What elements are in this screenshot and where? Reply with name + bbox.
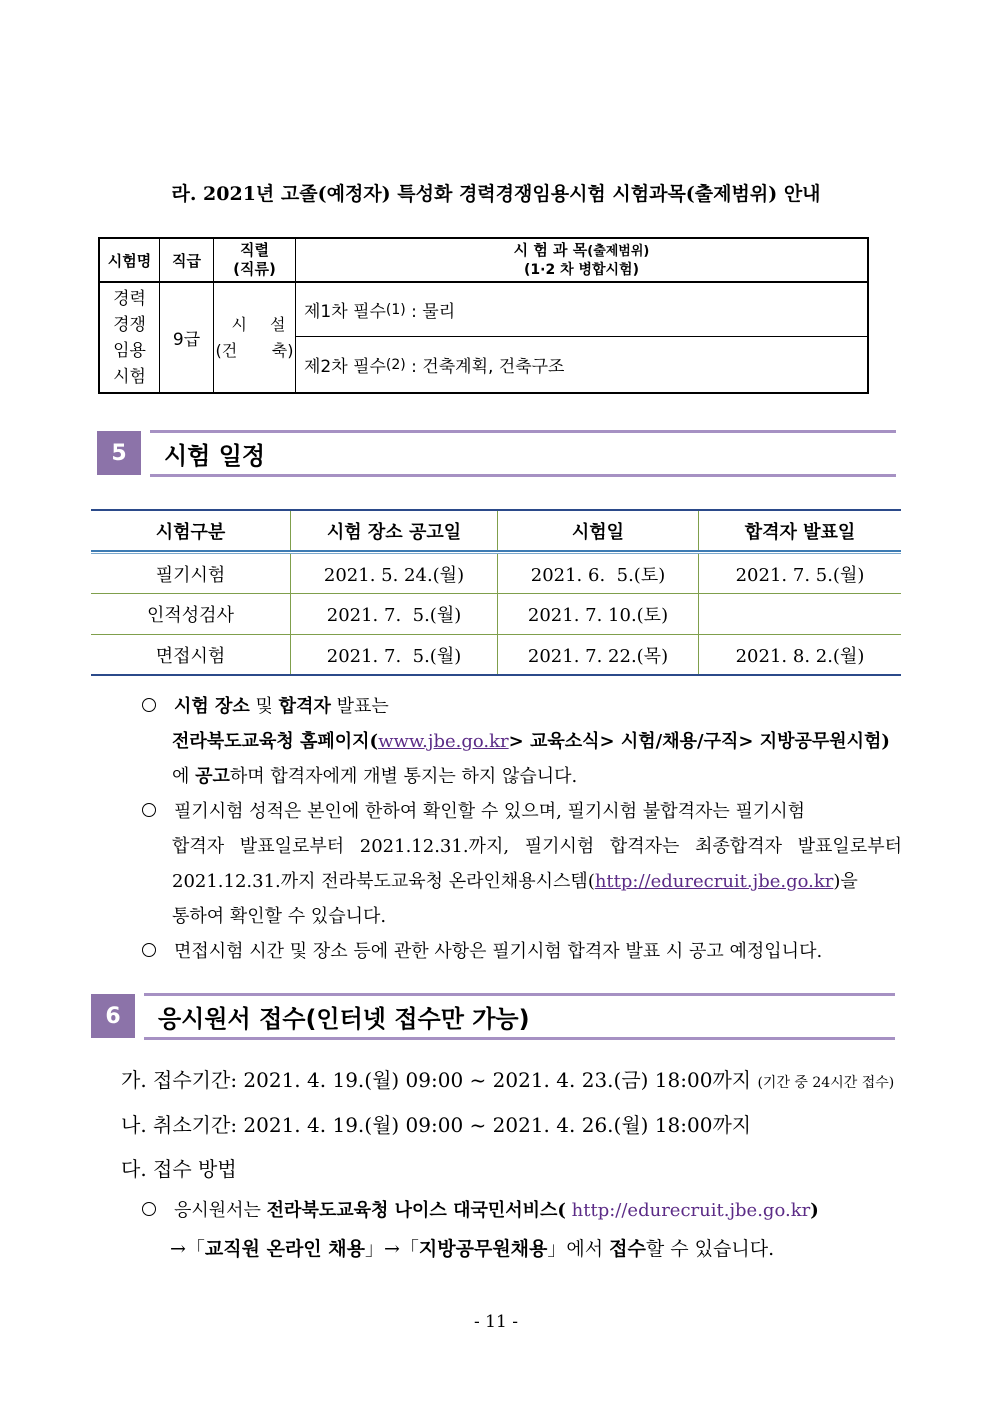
- subject-num: (1): [385, 301, 406, 318]
- note-2-line-2: 합격자 발표일로부터 2021.12.31.까지, 필기시험 합격자는 최종합격자 발표일로부터: [172, 836, 902, 857]
- table-cell: 2021. 7. 10.(토): [497, 594, 698, 634]
- note-text: 필기시험 성적은 본인에 한하여 확인할 수 있으며, 필기시험 불합격자는 필기시험: [174, 801, 806, 822]
- exam-name-line: 경력: [113, 288, 146, 309]
- subject-label: 제2차 필수: [304, 357, 386, 377]
- series-char: 설: [270, 314, 286, 334]
- header-subjects-main: 시 험 과 목: [513, 241, 588, 259]
- subject-text: : 건축계획, 건축구조: [405, 357, 565, 377]
- table-cell: 2021. 7. 5.(월): [290, 635, 497, 675]
- note-text: 」→「: [364, 1238, 419, 1260]
- note-2-line-3: [172, 867, 858, 893]
- note-bold: ): [810, 1200, 819, 1221]
- series-char: 축): [271, 340, 294, 360]
- schedule-header-row: [91, 511, 901, 550]
- note-2-line-1: [142, 797, 805, 823]
- subject-label: 제1차 필수: [304, 302, 386, 322]
- table-cell: 2021. 5. 24.(월): [290, 554, 497, 594]
- header-grade: 직급: [172, 251, 201, 270]
- apply-method-line-1: [142, 1196, 819, 1222]
- sub-heading: 라. 2021년 고졸(예정자) 특성화 경력경쟁임용시험 시험과목(출제범위) 안내: [171, 183, 821, 205]
- note-text: 발표는: [330, 696, 389, 717]
- header-subjects-line1: [514, 241, 650, 261]
- schedule-header: 시험구분: [155, 521, 226, 543]
- note-text: 할 수 있습니다.: [645, 1238, 775, 1260]
- page-number: - 11 -: [474, 1312, 518, 1332]
- table-cell: 2021. 8. 2.(월): [698, 635, 901, 675]
- table-row: [91, 594, 901, 634]
- note-text: > 교육소식> 시험/채용/구직> 지방공무원시험): [508, 731, 890, 752]
- schedule-header: 시험일: [497, 511, 698, 550]
- exam-name-line: 경쟁: [113, 314, 146, 335]
- section-6-number: 6: [91, 994, 135, 1038]
- table-cell: 2021. 7. 5.(월): [698, 554, 901, 594]
- note-2-line-4: 통하여 확인할 수 있습니다.: [172, 906, 387, 927]
- edurecruit-link[interactable]: http://edurecruit.jbe.go.kr: [594, 871, 834, 892]
- series-line1: [224, 312, 286, 338]
- note-text: 면접시험 시간 및 장소 등에 관한 사항은 필기시험 합격자 발표 시 공고 예정입니다.: [174, 941, 823, 962]
- note-bold: 합격자: [278, 696, 331, 717]
- grade-cell: 9급: [172, 330, 201, 350]
- circle-bullet-icon: [142, 1202, 156, 1216]
- table-cell: 인적성검사: [147, 605, 234, 626]
- exam-name-line: 임용: [113, 340, 146, 361]
- section-5-title: 시험 일정: [150, 430, 896, 477]
- subject-text: : 물리: [405, 302, 456, 322]
- note-text: 전라북도교육청 홈페이지(: [172, 731, 379, 752]
- table-cell: 2021. 7. 5.(월): [290, 594, 497, 634]
- note-text: 」에서: [547, 1238, 610, 1260]
- note-3: [142, 937, 822, 963]
- header-series-line2: (직류): [233, 260, 276, 278]
- table-cell: 2021. 7. 22.(목): [497, 635, 698, 675]
- note-1-line-1: [142, 692, 389, 718]
- apply-period-text: 가. 접수기간: 2021. 4. 19.(월) 09:00 ~ 2021. 4. 23.(금) 18:00까지: [121, 1068, 752, 1092]
- schedule-header: 시험 장소 공고일: [290, 511, 497, 550]
- header-subjects-paren: (출제범위): [587, 244, 650, 259]
- circle-bullet-icon: [142, 698, 156, 712]
- note-text: 에: [172, 766, 196, 787]
- note-bold: 공고: [195, 766, 230, 787]
- note-1-line-2: [172, 727, 890, 753]
- note-bold: 교직원 온라인 채용: [204, 1238, 365, 1260]
- note-1-line-3: [172, 762, 577, 788]
- exam-name-line: 시험: [113, 366, 146, 387]
- note-text: 하며 합격자에게 개별 통지는 하지 않습니다.: [229, 766, 578, 787]
- note-bold: 지방공무원채용: [418, 1238, 548, 1260]
- section-5-number: 5: [97, 431, 141, 475]
- note-bold: 전라북도교육청 나이스 대국민서비스(: [266, 1200, 566, 1221]
- apply-method-line-2: [170, 1234, 774, 1261]
- schedule-header: 합격자 발표일: [698, 511, 901, 550]
- table-cell: 필기시험: [155, 565, 226, 586]
- cancel-period: 나. 취소기간: 2021. 4. 19.(월) 09:00 ~ 2021. 4. 26.(월) 18:00까지: [121, 1113, 752, 1137]
- table-row: [91, 635, 901, 675]
- apply-period: [121, 1064, 894, 1093]
- header-subjects: [296, 239, 867, 281]
- schedule-table: [91, 509, 901, 675]
- header-series: [214, 239, 295, 281]
- note-text: )을: [833, 871, 858, 892]
- note-bold: 접수: [609, 1238, 646, 1260]
- subjects-table: [98, 237, 869, 394]
- header-exam-name: 시험명: [107, 251, 152, 270]
- table-cell: 2021. 6. 5.(토): [497, 554, 698, 594]
- circle-bullet-icon: [142, 803, 156, 817]
- subject-row-2: [296, 337, 867, 392]
- note-text: →「: [170, 1238, 205, 1260]
- series-char: 시: [231, 314, 247, 334]
- header-subjects-line2: (1·2 차 병합시험): [524, 262, 639, 278]
- circle-bullet-icon: [142, 943, 156, 957]
- apply-method-heading: 다. 접수 방법: [121, 1157, 237, 1181]
- table-cell: 면접시험: [155, 646, 226, 667]
- neis-link[interactable]: http://edurecruit.jbe.go.kr: [565, 1200, 811, 1221]
- series-char: (건: [215, 340, 238, 360]
- section-6-title: 응시원서 접수(인터넷 접수만 가능): [144, 993, 895, 1040]
- exam-name-cell: [100, 283, 159, 392]
- apply-period-note: (기간 중 24시간 접수): [757, 1075, 895, 1091]
- subject-row-1: [296, 283, 867, 336]
- table-row: [91, 554, 901, 594]
- table-cell: [698, 594, 901, 634]
- note-bold: 시험 장소: [174, 696, 250, 717]
- note-text: 응시원서는: [174, 1200, 267, 1221]
- note-text: 및: [249, 696, 279, 717]
- subject-num: (2): [385, 356, 406, 373]
- homepage-link[interactable]: www.jbe.go.kr: [378, 731, 509, 752]
- series-line2: [216, 338, 294, 364]
- series-cell: [214, 283, 295, 392]
- note-text: 2021.12.31.까지 전라북도교육청 온라인채용시스템(: [172, 871, 595, 892]
- header-series-line1: 직렬: [240, 241, 269, 259]
